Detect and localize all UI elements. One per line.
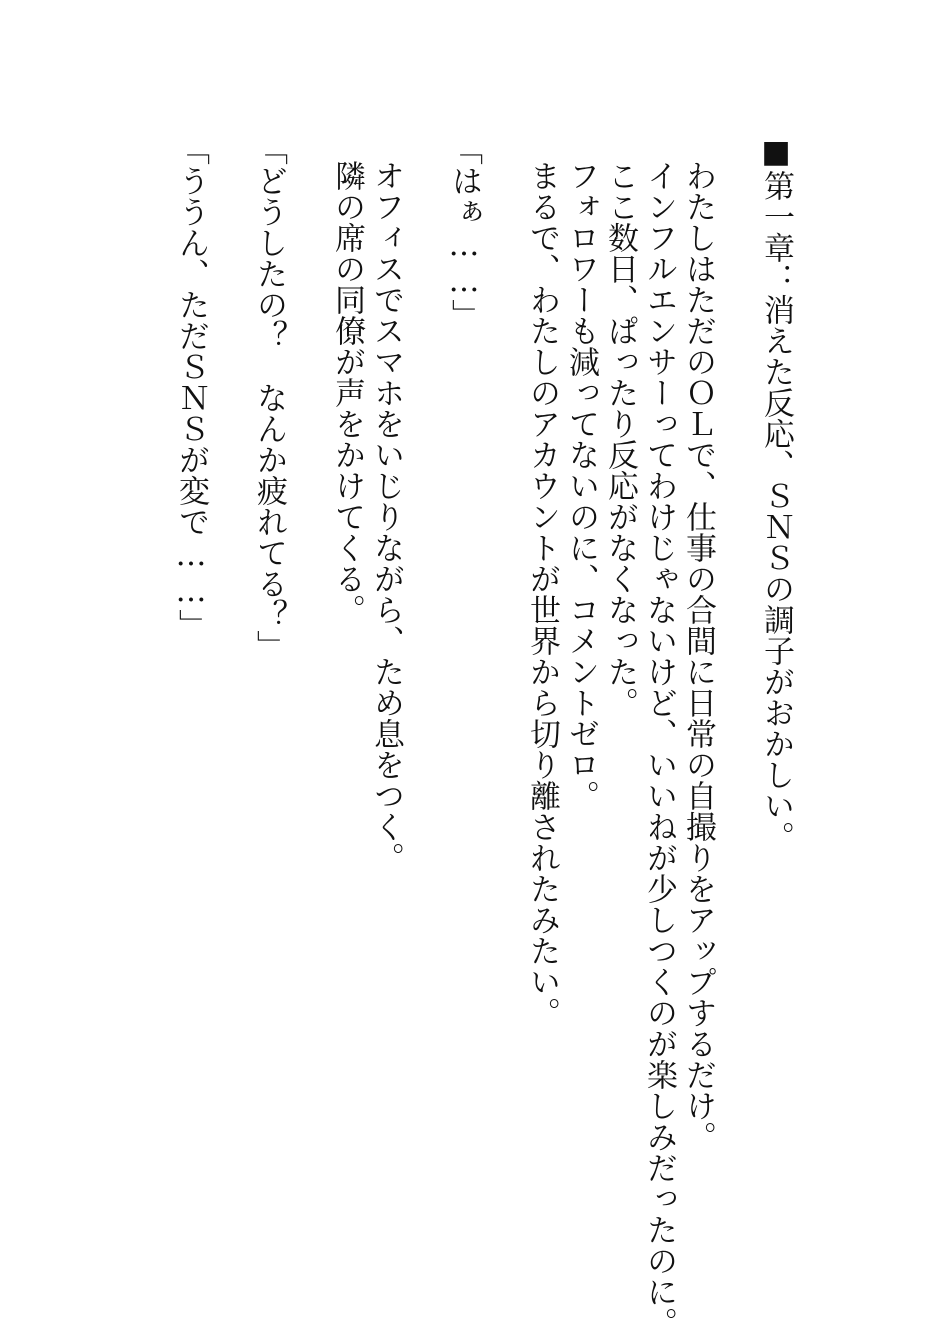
text-line: インフルエンサーってわけじゃないけど、いいねが少しつくのが楽しみだったのに。 [641,160,677,1338]
text-line: オフィスでスマホをいじりながら、ため息をつく。 [368,160,404,873]
dialogue-line: 「どうしたの？ なんか疲れてる？」 [251,134,287,661]
dialogue-line: 「はぁ……」 [446,134,482,330]
text-line: フォロワーも減ってないのに、コメントゼロ。 [563,160,599,811]
text-line: ここ数日、ぱったり反応がなくなった。 [602,160,638,718]
text-line: わたしはただのＯＬで、仕事の合間に日常の自撮りをアップするだけ。 [680,160,716,1152]
dialogue-line: 「ううん、ただＳＮＳが変で……」 [173,134,209,640]
text-line: 隣の席の同僚が声をかけてくる。 [329,160,365,625]
chapter-title: ■第一章：消えた反応、ＳＮＳの調子がおかしい。 [758,134,794,852]
text-line: まるで、わたしのアカウントが世界から切り離されたみたい。 [524,160,560,1028]
